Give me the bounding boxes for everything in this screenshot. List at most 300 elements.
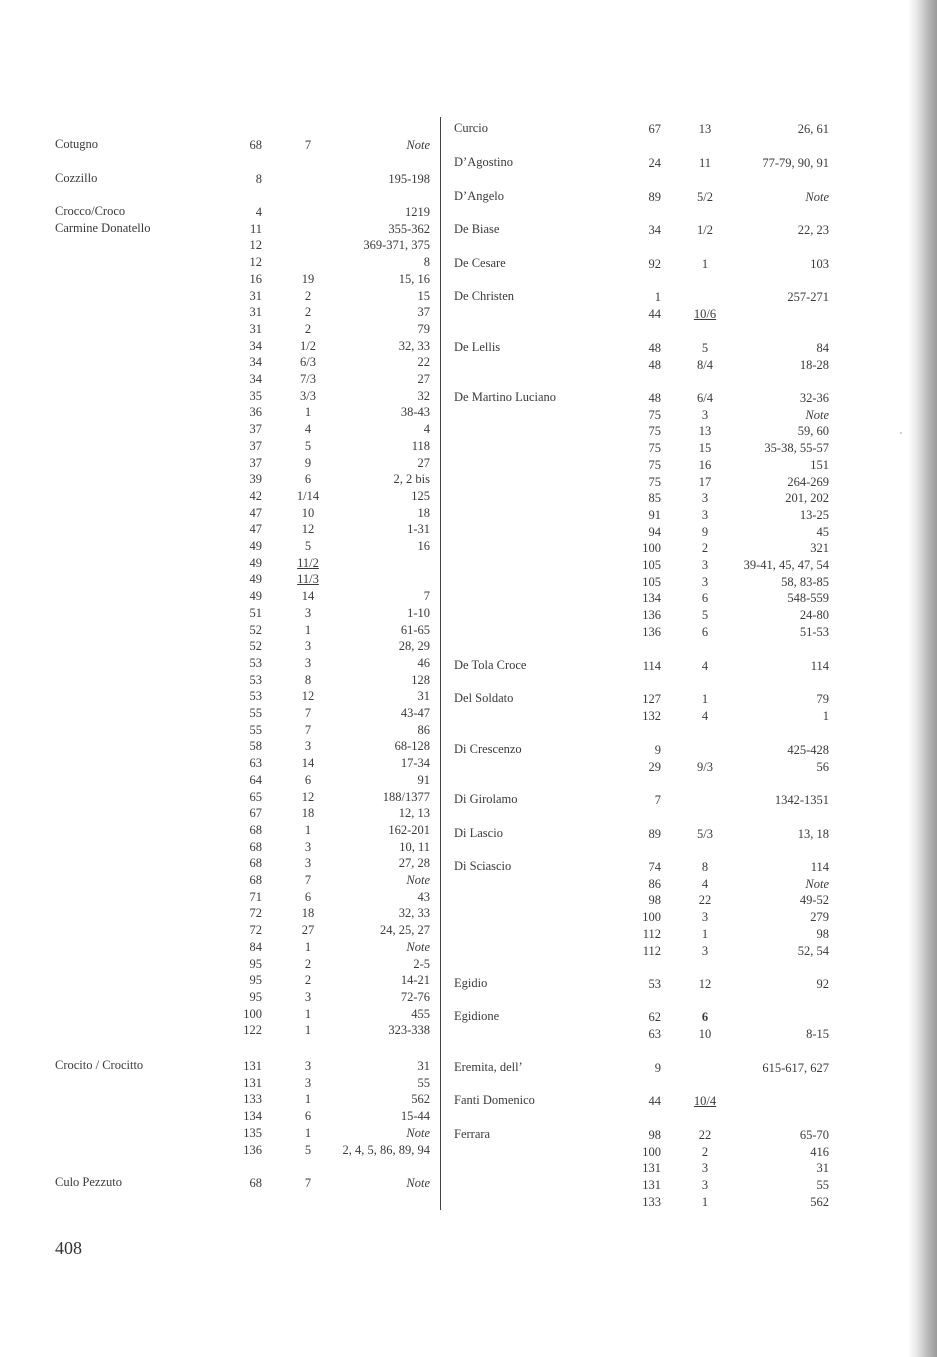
page-reference: Note xyxy=(406,939,430,954)
volume-number: 131 xyxy=(642,1161,661,1176)
volume-number: 75 xyxy=(648,474,661,489)
volume-number: 48 xyxy=(648,341,661,355)
volume-number: 74 xyxy=(648,860,661,874)
issue-number: 3/3 xyxy=(300,388,316,403)
page-reference: 12, 13 xyxy=(398,806,430,821)
volume-number: 95 xyxy=(249,956,262,971)
book-spine-shadow xyxy=(908,0,937,1357)
issue-number: 3 xyxy=(304,739,312,754)
page-reference: 125 xyxy=(411,488,430,503)
volume-number: 134 xyxy=(642,591,661,606)
volume-number: 49 xyxy=(249,539,262,553)
page-reference: 32-36 xyxy=(799,391,829,405)
page-reference: 13, 18 xyxy=(797,827,829,841)
issue-number: 14 xyxy=(301,756,315,771)
volume-number: 136 xyxy=(642,608,661,623)
page-reference: Note xyxy=(406,1125,430,1140)
page-reference: 1-31 xyxy=(407,522,430,537)
volume-number: 34 xyxy=(249,338,262,353)
page-reference: 8 xyxy=(423,255,430,270)
volume-number: 105 xyxy=(642,574,661,589)
page-reference: Note xyxy=(406,873,430,887)
volume-number: 34 xyxy=(249,372,262,386)
issue-number: 12 xyxy=(698,977,712,991)
volume-number: 91 xyxy=(648,507,661,522)
page-reference: 455 xyxy=(411,1006,430,1021)
issue-number: 18 xyxy=(301,906,315,921)
issue-number: 3 xyxy=(701,558,709,572)
volume-number: 68 xyxy=(249,822,262,837)
issue-number: 3 xyxy=(304,605,312,620)
volume-number: 49 xyxy=(249,555,262,570)
volume-number: 133 xyxy=(243,1092,262,1107)
issue-number: 11 xyxy=(698,156,712,170)
entry-name: Di Sciascio xyxy=(454,859,512,873)
issue-number: 7 xyxy=(304,706,312,720)
entry-name: Cozzillo xyxy=(55,171,98,185)
page-reference: 86 xyxy=(417,722,430,737)
volume-number: 85 xyxy=(648,491,661,506)
page-reference: 548-559 xyxy=(787,591,829,606)
page-reference: Note xyxy=(406,138,430,152)
volume-number: 31 xyxy=(249,288,262,303)
volume-number: 29 xyxy=(648,759,661,774)
volume-number: 4 xyxy=(255,205,262,219)
page-reference: 68-128 xyxy=(394,739,430,754)
issue-number: 5 xyxy=(304,438,312,453)
volume-number: 68 xyxy=(249,138,262,152)
page-reference: 38-43 xyxy=(400,405,430,420)
issue-number: 2 xyxy=(701,541,709,556)
page-reference: 201, 202 xyxy=(785,491,829,506)
volume-number: 68 xyxy=(249,1176,262,1190)
issue-number: 10/6 xyxy=(693,306,717,321)
issue-number: 3 xyxy=(701,1161,709,1176)
volume-number: 72 xyxy=(249,906,262,921)
page-reference: 188/1377 xyxy=(382,789,430,804)
page-number: 408 xyxy=(55,1238,82,1258)
page-reference: 1-10 xyxy=(407,605,430,620)
issue-number: 5 xyxy=(701,608,709,623)
volume-number: 36 xyxy=(249,405,262,420)
entry-name: De Tola Croce xyxy=(454,658,527,672)
page-reference: 369-371, 375 xyxy=(363,238,430,253)
entry-name: Del Soldato xyxy=(454,691,514,705)
issue-number: 19 xyxy=(301,271,315,286)
page-reference: 45 xyxy=(816,524,829,539)
volume-number: 100 xyxy=(642,910,661,925)
page-reference: 79 xyxy=(417,321,430,336)
page-reference: 257-271 xyxy=(787,290,829,304)
volume-number: 71 xyxy=(249,889,262,904)
page-reference: 27, 28 xyxy=(398,856,430,871)
volume-number: 75 xyxy=(648,457,661,472)
issue-number: 4 xyxy=(701,659,709,673)
issue-number: 3 xyxy=(701,507,709,522)
volume-number: 31 xyxy=(249,321,262,336)
issue-number: 7 xyxy=(304,722,312,737)
volume-number: 72 xyxy=(249,923,262,938)
issue-number: 3 xyxy=(304,856,312,871)
volume-number: 34 xyxy=(648,223,661,237)
issue-number: 9 xyxy=(304,455,312,470)
volume-number: 31 xyxy=(249,305,262,320)
issue-number: 12 xyxy=(301,689,315,704)
issue-number: 12 xyxy=(301,522,315,537)
issue-number: 1 xyxy=(304,1092,312,1107)
volume-number: 136 xyxy=(642,624,661,639)
issue-number: 2 xyxy=(304,973,312,988)
issue-number: 9 xyxy=(701,524,709,539)
volume-number: 89 xyxy=(648,190,661,204)
page-reference: 114 xyxy=(810,659,829,673)
page-reference: 14-21 xyxy=(400,973,430,988)
entry-name: De Christen xyxy=(454,289,515,303)
volume-number: 131 xyxy=(642,1178,661,1193)
issue-number: 3 xyxy=(304,839,312,854)
issue-number: 6 xyxy=(304,1109,312,1124)
page-reference: 79 xyxy=(816,692,829,706)
page-reference: 59, 60 xyxy=(797,424,829,439)
page-reference: 22, 23 xyxy=(797,223,829,237)
page-reference: 49-52 xyxy=(799,893,829,908)
issue-number: 2 xyxy=(304,956,312,971)
volume-number: 11 xyxy=(249,221,262,236)
page-reference: 321 xyxy=(810,541,829,556)
page-reference: 52, 54 xyxy=(797,943,829,958)
volume-number: 12 xyxy=(249,255,262,270)
page-reference: 32, 33 xyxy=(398,906,430,921)
page-reference: 77-79, 90, 91 xyxy=(762,156,829,170)
entry-name-continued: Carmine Donatello xyxy=(55,220,151,235)
page-reference: 65-70 xyxy=(799,1128,829,1142)
volume-number: 75 xyxy=(648,441,661,456)
volume-number: 127 xyxy=(642,692,661,706)
page-reference: 61-65 xyxy=(400,622,430,637)
entry-name: De Biase xyxy=(454,222,500,236)
entry-name: Ferrara xyxy=(454,1127,491,1141)
volume-number: 34 xyxy=(249,355,262,370)
issue-number: 3 xyxy=(304,1075,312,1090)
volume-number: 98 xyxy=(648,1128,661,1142)
page-reference: 2-5 xyxy=(413,956,430,971)
issue-number: 1 xyxy=(701,1194,709,1209)
issue-number: 5/3 xyxy=(697,827,713,841)
page-reference: 32 xyxy=(417,388,430,403)
volume-number: 63 xyxy=(648,1026,661,1041)
volume-number: 44 xyxy=(648,1094,661,1108)
volume-number: 133 xyxy=(642,1194,661,1209)
issue-number: 7/3 xyxy=(300,372,316,386)
issue-number: 17 xyxy=(698,474,712,489)
entry-name: Culo Pezzuto xyxy=(55,1175,123,1189)
page-reference: 1342-1351 xyxy=(774,793,829,807)
page-reference: 27 xyxy=(417,455,430,470)
issue-number: 1/2 xyxy=(300,338,316,353)
volume-number: 112 xyxy=(642,926,661,941)
entry-name: Di Crescenzo xyxy=(454,742,522,756)
volume-number: 68 xyxy=(249,856,262,871)
entry-name: Egidione xyxy=(454,1009,500,1023)
volume-number: 53 xyxy=(249,655,262,670)
page-reference: 27 xyxy=(417,372,430,386)
volume-number: 16 xyxy=(249,271,262,286)
page-reference: 18-28 xyxy=(799,357,829,372)
issue-number: 3 xyxy=(701,910,709,925)
issue-number: 1 xyxy=(701,257,709,271)
volume-number: 132 xyxy=(642,708,661,723)
volume-number: 9 xyxy=(654,1061,661,1075)
volume-number: 47 xyxy=(249,522,262,537)
volume-number: 122 xyxy=(243,1023,262,1038)
volume-number: 114 xyxy=(642,659,661,673)
page-reference: 562 xyxy=(810,1194,829,1209)
volume-number: 1 xyxy=(654,290,661,304)
volume-number: 39 xyxy=(249,472,262,487)
page-reference: 8-15 xyxy=(806,1026,829,1041)
issue-number: 6/4 xyxy=(697,391,713,405)
volume-number: 98 xyxy=(648,893,661,908)
volume-number: 55 xyxy=(249,706,262,720)
issue-number: 1 xyxy=(304,1023,312,1038)
issue-number: 2 xyxy=(304,305,312,320)
issue-number: 5 xyxy=(701,341,709,355)
page-reference: 55 xyxy=(417,1075,430,1090)
paper-speck xyxy=(900,432,902,434)
page-reference: 15-44 xyxy=(400,1109,430,1124)
entry-name: Crocco/Croco xyxy=(55,204,126,218)
page-reference: 31 xyxy=(816,1161,829,1176)
entry-name: D’Angelo xyxy=(454,189,504,203)
issue-number: 1 xyxy=(701,926,709,941)
issue-number: 8 xyxy=(304,672,312,687)
volume-number: 52 xyxy=(249,622,262,637)
issue-number: 3 xyxy=(701,1178,709,1193)
issue-number: 1/14 xyxy=(296,488,320,503)
issue-number: 22 xyxy=(698,1128,712,1142)
issue-number: 10 xyxy=(698,1026,712,1041)
page-reference: 279 xyxy=(810,910,829,925)
volume-number: 64 xyxy=(249,772,262,787)
volume-number: 47 xyxy=(249,505,262,520)
page-reference: 51-53 xyxy=(799,624,829,639)
page-reference: 92 xyxy=(816,977,829,991)
page-reference: 7 xyxy=(423,589,430,604)
volume-number: 12 xyxy=(249,238,262,253)
issue-number: 14 xyxy=(301,589,315,604)
issue-number: 5 xyxy=(304,539,312,553)
volume-number: 52 xyxy=(249,639,262,654)
page-reference: 103 xyxy=(810,257,829,271)
issue-number: 1/2 xyxy=(697,223,713,237)
entry-name: Curcio xyxy=(454,121,489,135)
page-reference: 58, 83-85 xyxy=(781,574,829,589)
page-reference: 72-76 xyxy=(400,989,430,1004)
volume-number: 134 xyxy=(243,1109,262,1124)
page-reference: 28, 29 xyxy=(398,639,430,654)
volume-number: 86 xyxy=(648,876,661,891)
page-reference: 18 xyxy=(417,505,430,520)
volume-number: 75 xyxy=(648,407,661,422)
volume-number: 89 xyxy=(648,827,661,841)
issue-number: 12 xyxy=(301,789,315,804)
issue-number: 1 xyxy=(304,939,312,954)
entry-name: Cotugno xyxy=(55,137,99,151)
issue-number: 11/2 xyxy=(297,555,319,570)
page-reference: 91 xyxy=(417,772,430,787)
page-reference: 562 xyxy=(411,1092,430,1107)
volume-number: 92 xyxy=(648,257,661,271)
issue-number: 15 xyxy=(698,441,712,456)
volume-number: 37 xyxy=(249,422,262,437)
entry-name: Fanti Domenico xyxy=(454,1093,535,1107)
issue-number: 2 xyxy=(304,321,312,336)
volume-number: 9 xyxy=(654,743,661,757)
issue-number: 7 xyxy=(304,138,312,152)
page-reference: 32, 33 xyxy=(398,338,430,353)
issue-number: 6 xyxy=(304,772,312,787)
issue-number: 3 xyxy=(701,407,709,422)
page-reference: 2, 2 bis xyxy=(393,472,430,487)
page-reference: 162-201 xyxy=(388,822,430,837)
volume-number: 42 xyxy=(249,488,262,503)
volume-number: 84 xyxy=(249,939,262,954)
volume-number: 53 xyxy=(249,689,262,704)
issue-number: 6 xyxy=(304,472,312,487)
page-reference: 31 xyxy=(417,689,430,704)
volume-number: 8 xyxy=(255,172,262,186)
page-reference: 13-25 xyxy=(799,507,829,522)
page-reference: 56 xyxy=(816,759,829,774)
page-reference: 35-38, 55-57 xyxy=(764,441,829,456)
issue-number: 1 xyxy=(304,405,312,420)
issue-number: 11/3 xyxy=(297,572,319,587)
issue-number: 2 xyxy=(701,1144,709,1159)
issue-number: 1 xyxy=(304,622,312,637)
issue-number: 18 xyxy=(301,806,315,821)
volume-number: 135 xyxy=(243,1125,262,1140)
issue-number: 5/2 xyxy=(697,190,713,204)
volume-number: 44 xyxy=(648,306,661,321)
volume-number: 94 xyxy=(648,524,661,539)
volume-number: 95 xyxy=(249,973,262,988)
volume-number: 62 xyxy=(648,1010,661,1024)
issue-number: 1 xyxy=(304,1006,312,1021)
volume-number: 49 xyxy=(249,589,262,604)
page-reference: 31 xyxy=(417,1059,430,1073)
page-reference: Note xyxy=(805,876,829,891)
issue-number: 6 xyxy=(701,591,709,606)
issue-number: 4 xyxy=(304,422,312,437)
issue-number: 10/4 xyxy=(693,1094,717,1108)
volume-number: 95 xyxy=(249,989,262,1004)
issue-number: 10 xyxy=(301,505,315,520)
issue-number: 27 xyxy=(301,923,315,938)
issue-number: 3 xyxy=(701,491,709,506)
volume-number: 48 xyxy=(648,357,661,372)
page-reference: 98 xyxy=(816,926,829,941)
volume-number: 100 xyxy=(243,1006,262,1021)
page-reference: 425-428 xyxy=(787,743,829,757)
page-reference: 264-269 xyxy=(787,474,829,489)
page-reference: 615-617, 627 xyxy=(762,1061,829,1075)
volume-number: 112 xyxy=(642,943,661,958)
volume-number: 58 xyxy=(249,739,262,754)
issue-number: 7 xyxy=(304,873,312,887)
page-reference: 17-34 xyxy=(400,756,430,771)
page-reference: 4 xyxy=(423,422,430,437)
page-reference: 24-80 xyxy=(799,608,829,623)
issue-number: 22 xyxy=(698,893,712,908)
issue-number: 9/3 xyxy=(697,759,713,774)
page-reference: 15, 16 xyxy=(398,271,430,286)
page-reference: 16 xyxy=(417,539,430,553)
entry-name: Eremita, dell’ xyxy=(454,1060,523,1074)
issue-number: 4 xyxy=(701,708,709,723)
issue-number: 4 xyxy=(701,876,709,891)
page-reference: 10, 11 xyxy=(399,839,430,854)
issue-number: 3 xyxy=(701,574,709,589)
volume-number: 49 xyxy=(249,572,262,587)
volume-number: 131 xyxy=(243,1075,262,1090)
page-reference: 1219 xyxy=(405,205,430,219)
issue-number: 7 xyxy=(304,1176,312,1190)
page-reference: 24, 25, 27 xyxy=(380,923,430,938)
page-reference: Note xyxy=(805,190,829,204)
volume-number: 53 xyxy=(648,977,661,991)
page-reference: 151 xyxy=(810,457,829,472)
page-reference: Note xyxy=(406,1176,430,1190)
volume-number: 136 xyxy=(243,1142,262,1157)
issue-number: 1 xyxy=(304,1125,312,1140)
issue-number: 3 xyxy=(701,943,709,958)
volume-number: 67 xyxy=(249,806,262,821)
volume-number: 100 xyxy=(642,541,661,556)
issue-number: 5 xyxy=(304,1142,312,1157)
volume-number: 131 xyxy=(243,1059,262,1073)
entry-name: Egidio xyxy=(454,976,488,990)
page-reference: 1 xyxy=(822,708,829,723)
issue-number: 13 xyxy=(698,122,712,136)
page-reference: 323-338 xyxy=(388,1023,430,1038)
issue-number: 3 xyxy=(304,989,312,1004)
page-reference: 118 xyxy=(411,438,430,453)
page-reference: 22 xyxy=(417,355,430,370)
volume-number: 7 xyxy=(654,793,661,807)
volume-number: 63 xyxy=(249,756,262,771)
volume-number: 105 xyxy=(642,558,661,572)
entry-name: D’Agostino xyxy=(454,155,514,169)
volume-number: 100 xyxy=(642,1144,661,1159)
issue-number: 6 xyxy=(701,1010,709,1024)
issue-number: 3 xyxy=(304,1059,312,1073)
issue-number: 1 xyxy=(701,692,709,706)
issue-number: 3 xyxy=(304,639,312,654)
page-reference: Note xyxy=(805,407,829,422)
issue-number: 16 xyxy=(698,457,712,472)
entry-name: Crocito / Crocitto xyxy=(55,1058,144,1072)
page-reference: 195-198 xyxy=(388,172,430,186)
page-reference: 2, 4, 5, 86, 89, 94 xyxy=(342,1142,430,1157)
volume-number: 68 xyxy=(249,839,262,854)
page-reference: 46 xyxy=(417,655,430,670)
volume-number: 51 xyxy=(249,605,262,620)
page-reference: 416 xyxy=(810,1144,829,1159)
entry-name: De Lellis xyxy=(454,340,501,354)
volume-number: 48 xyxy=(648,391,661,405)
page-reference: 15 xyxy=(417,288,430,303)
page-reference: 128 xyxy=(411,672,430,687)
